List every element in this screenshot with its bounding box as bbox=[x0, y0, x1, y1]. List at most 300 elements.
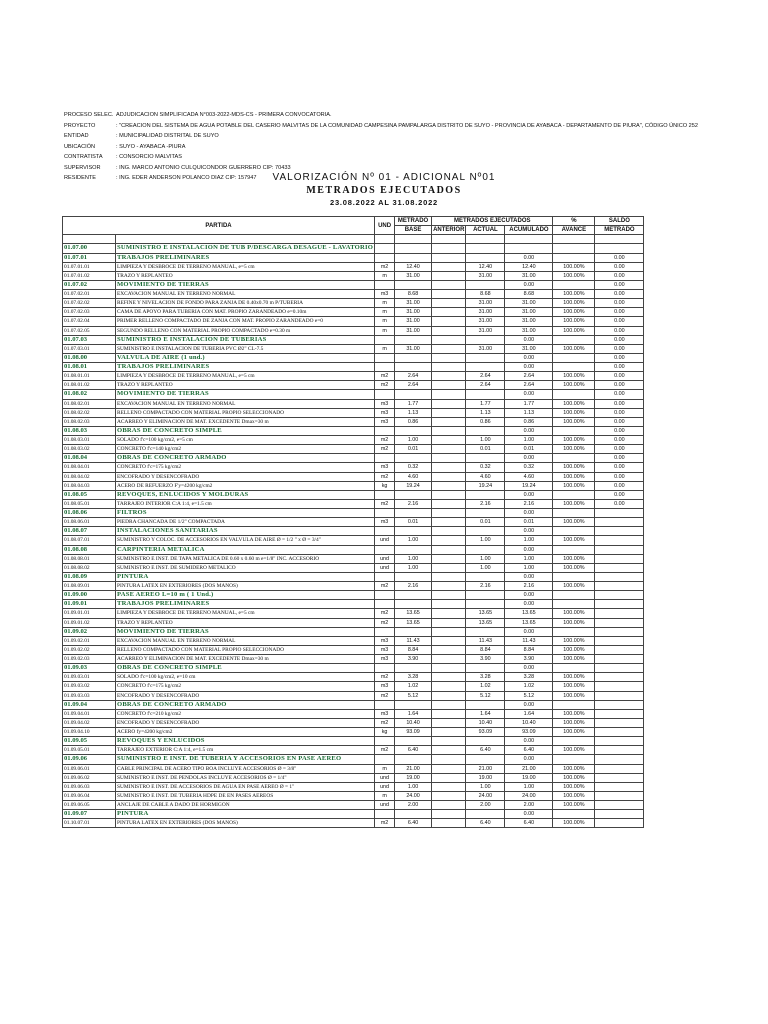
row-description: TARRAJEO INTERIOR C:A 1:4, e=1.5 cm bbox=[116, 499, 375, 508]
row-acumulado: 1.02 bbox=[505, 682, 553, 691]
row-avance bbox=[553, 490, 595, 499]
row-description: CONCRETO f'c=175 kg/cm2 bbox=[116, 463, 375, 472]
row-metrado-base: 2.64 bbox=[395, 372, 432, 381]
row-avance: 100.00% bbox=[553, 636, 595, 645]
table-row bbox=[63, 782, 644, 791]
row-acumulado bbox=[505, 235, 553, 244]
row-avance: 100.00% bbox=[553, 791, 595, 800]
row-code: 01.07.01.02 bbox=[63, 271, 116, 280]
row-metrado-base bbox=[395, 490, 432, 499]
row-actual: 13.65 bbox=[466, 618, 505, 627]
row-acumulado: 8.68 bbox=[505, 290, 553, 299]
row-unit bbox=[375, 700, 395, 709]
row-actual bbox=[466, 235, 505, 244]
row-saldo bbox=[595, 554, 644, 563]
row-actual: 31.00 bbox=[466, 299, 505, 308]
row-code: 01.09.00 bbox=[63, 591, 116, 600]
table-row bbox=[63, 563, 644, 572]
row-saldo bbox=[595, 682, 644, 691]
row-code: 01.08.09 bbox=[63, 572, 116, 581]
section-row bbox=[63, 490, 644, 499]
row-actual: 5.12 bbox=[466, 691, 505, 700]
row-actual: 19.00 bbox=[466, 773, 505, 782]
table-row bbox=[63, 819, 644, 828]
row-unit: und bbox=[375, 773, 395, 782]
row-unit bbox=[375, 253, 395, 262]
table-row bbox=[63, 791, 644, 800]
row-avance: 100.00% bbox=[553, 709, 595, 718]
row-saldo: 0.00 bbox=[595, 363, 644, 372]
row-metrado-base bbox=[395, 810, 432, 819]
row-avance: 100.00% bbox=[553, 582, 595, 591]
row-acumulado: 31.00 bbox=[505, 271, 553, 280]
table-header bbox=[63, 217, 644, 235]
row-saldo: 0.00 bbox=[595, 399, 644, 408]
row-description: REVOQUES, ENLUCIDOS Y MOLDURAS bbox=[116, 490, 375, 499]
row-metrado-base bbox=[395, 353, 432, 362]
row-saldo bbox=[595, 709, 644, 718]
row-description: MOVIMIENTO DE TIERRAS bbox=[116, 390, 375, 399]
row-saldo bbox=[595, 782, 644, 791]
section-row bbox=[63, 737, 644, 746]
row-unit bbox=[375, 627, 395, 636]
row-saldo: 0.00 bbox=[595, 390, 644, 399]
row-saldo bbox=[595, 627, 644, 636]
row-saldo: 0.00 bbox=[595, 308, 644, 317]
row-saldo: 0.00 bbox=[595, 299, 644, 308]
row-anterior bbox=[432, 600, 466, 609]
row-description: PASE AEREO L=10 m ( 1 Und.) bbox=[116, 591, 375, 600]
row-avance bbox=[553, 527, 595, 536]
row-unit: und bbox=[375, 536, 395, 545]
row-anterior bbox=[432, 728, 466, 737]
row-metrado-base bbox=[395, 235, 432, 244]
row-metrado-base: 2.16 bbox=[395, 582, 432, 591]
section-row bbox=[63, 810, 644, 819]
row-code: 01.07.01.01 bbox=[63, 262, 116, 271]
row-saldo: 0.00 bbox=[595, 335, 644, 344]
row-description: INSTALACIONES SANITARIAS bbox=[116, 527, 375, 536]
col-partida: PARTIDA bbox=[63, 217, 375, 235]
row-unit bbox=[375, 664, 395, 673]
row-description: TARRAJEO EXTERIOR C:A 1:4, e=1.5 cm bbox=[116, 746, 375, 755]
row-metrado-base: 21.00 bbox=[395, 764, 432, 773]
row-saldo: 0.00 bbox=[595, 408, 644, 417]
row-anterior bbox=[432, 363, 466, 372]
table-row bbox=[63, 472, 644, 481]
row-description: ACARREO Y ELIMINACION DE MAT. EXCEDENTE Dmax=30 m bbox=[116, 655, 375, 664]
row-description: SOLADO f'c=100 kg/cm2, e=5 cm bbox=[116, 436, 375, 445]
row-actual: 0.01 bbox=[466, 518, 505, 527]
row-code: 01.09.02.02 bbox=[63, 645, 116, 654]
row-saldo bbox=[595, 691, 644, 700]
row-avance: 100.00% bbox=[553, 518, 595, 527]
row-code: 01.08.08.01 bbox=[63, 554, 116, 563]
row-anterior bbox=[432, 746, 466, 755]
row-anterior bbox=[432, 545, 466, 554]
row-acumulado: 1.77 bbox=[505, 399, 553, 408]
row-description: TRABAJOS PRELIMINARES bbox=[116, 363, 375, 372]
row-metrado-base bbox=[395, 755, 432, 764]
row-acumulado: 0.00 bbox=[505, 363, 553, 372]
row-actual: 4.60 bbox=[466, 472, 505, 481]
row-unit: m bbox=[375, 344, 395, 353]
row-code: 01.08.03 bbox=[63, 426, 116, 435]
row-anterior bbox=[432, 326, 466, 335]
col-anterior: ANTERIOR bbox=[433, 227, 465, 234]
row-description: CONCRETO f'c=175 kg/cm2 bbox=[116, 682, 375, 691]
header-value: : SUYO - AYABACA -PIURA bbox=[116, 143, 186, 150]
row-anterior bbox=[432, 655, 466, 664]
metrados-table bbox=[62, 216, 644, 828]
section-row bbox=[63, 363, 644, 372]
row-unit: m bbox=[375, 299, 395, 308]
row-acumulado: 10.40 bbox=[505, 718, 553, 727]
row-code: 01.09.01 bbox=[63, 600, 116, 609]
row-code: 01.08.01.01 bbox=[63, 372, 116, 381]
row-unit: m3 bbox=[375, 417, 395, 426]
row-metrado-base bbox=[395, 545, 432, 554]
row-unit bbox=[375, 572, 395, 581]
row-description bbox=[116, 235, 375, 244]
row-actual: 2.16 bbox=[466, 582, 505, 591]
row-code: 01.08.00 bbox=[63, 353, 116, 362]
row-anterior bbox=[432, 801, 466, 810]
row-saldo bbox=[595, 545, 644, 554]
row-description: PINTURA bbox=[116, 572, 375, 581]
row-acumulado: 21.00 bbox=[505, 764, 553, 773]
table-row bbox=[63, 691, 644, 700]
row-saldo bbox=[595, 764, 644, 773]
row-unit bbox=[375, 509, 395, 518]
row-code: 01.08.09.01 bbox=[63, 582, 116, 591]
row-unit: m2 bbox=[375, 372, 395, 381]
row-avance: 100.00% bbox=[553, 399, 595, 408]
row-description: CABLE PRINCIPAL DE ACERO TIPO BOA INCLUYE ACCESORIOS Ø = 3/8" bbox=[116, 764, 375, 773]
section-row bbox=[63, 664, 644, 673]
row-saldo: 0.00 bbox=[595, 317, 644, 326]
row-acumulado: 31.00 bbox=[505, 344, 553, 353]
row-avance bbox=[553, 509, 595, 518]
row-saldo: 0.00 bbox=[595, 262, 644, 271]
row-saldo bbox=[595, 536, 644, 545]
row-saldo: 0.00 bbox=[595, 280, 644, 289]
row-description: SUMINISTRO E INST. DE PENDOLAS INCLUYE ACCESORIOS Ø = 1/4" bbox=[116, 773, 375, 782]
row-unit bbox=[375, 244, 395, 253]
table-row bbox=[63, 445, 644, 454]
row-unit: m2 bbox=[375, 381, 395, 390]
row-avance: 100.00% bbox=[553, 773, 595, 782]
header-line bbox=[64, 142, 698, 153]
row-actual bbox=[466, 244, 505, 253]
row-metrado-base: 2.16 bbox=[395, 499, 432, 508]
header-value: : ING. EDER ANDERSON POLANCO DIAZ CIP: 157947 bbox=[116, 175, 257, 181]
row-acumulado: 0.00 bbox=[505, 600, 553, 609]
row-code: 01.09.04.01 bbox=[63, 709, 116, 718]
row-avance bbox=[553, 454, 595, 463]
row-unit bbox=[375, 591, 395, 600]
row-avance: 100.00% bbox=[553, 645, 595, 654]
row-unit: m bbox=[375, 308, 395, 317]
table-row bbox=[63, 673, 644, 682]
row-metrado-base: 31.00 bbox=[395, 326, 432, 335]
row-actual: 1.00 bbox=[466, 554, 505, 563]
row-code: 01.08.04 bbox=[63, 454, 116, 463]
row-code: 01.09.06.02 bbox=[63, 773, 116, 782]
row-metrado-base: 1.00 bbox=[395, 536, 432, 545]
row-code: 01.07.01 bbox=[63, 253, 116, 262]
row-description: LIMPIEZA Y DESBROCE DE TERRENO MANUAL, e=5 cm bbox=[116, 609, 375, 618]
row-anterior bbox=[432, 253, 466, 262]
row-actual: 1.77 bbox=[466, 399, 505, 408]
row-avance bbox=[553, 600, 595, 609]
row-actual bbox=[466, 509, 505, 518]
row-saldo bbox=[595, 235, 644, 244]
section-row bbox=[63, 253, 644, 262]
row-metrado-base bbox=[395, 700, 432, 709]
row-actual: 2.16 bbox=[466, 499, 505, 508]
table-row bbox=[63, 518, 644, 527]
row-acumulado: 0.00 bbox=[505, 810, 553, 819]
col-saldo: SALDO bbox=[595, 217, 644, 226]
row-anterior bbox=[432, 353, 466, 362]
row-description: OBRAS DE CONCRETO SIMPLE bbox=[116, 664, 375, 673]
row-anterior bbox=[432, 673, 466, 682]
row-actual: 0.32 bbox=[466, 463, 505, 472]
row-unit bbox=[375, 363, 395, 372]
row-acumulado: 0.00 bbox=[505, 335, 553, 344]
row-description: ACARREO Y ELIMINACION DE MAT. EXCEDENTE Dmax=30 m bbox=[116, 417, 375, 426]
row-description: TRAZO Y REPLANTEO bbox=[116, 618, 375, 627]
header-key: SUPERVISOR bbox=[64, 164, 101, 171]
row-anterior bbox=[432, 299, 466, 308]
row-saldo bbox=[595, 737, 644, 746]
row-avance: 100.00% bbox=[553, 436, 595, 445]
table-row bbox=[63, 655, 644, 664]
row-unit bbox=[375, 755, 395, 764]
row-anterior bbox=[432, 554, 466, 563]
row-metrado-base bbox=[395, 509, 432, 518]
row-avance: 100.00% bbox=[553, 673, 595, 682]
row-metrado-base: 2.00 bbox=[395, 801, 432, 810]
header-line bbox=[64, 131, 698, 142]
row-metrado-base bbox=[395, 426, 432, 435]
row-saldo: 0.00 bbox=[595, 436, 644, 445]
row-saldo bbox=[595, 755, 644, 764]
table-row bbox=[63, 271, 644, 280]
row-avance bbox=[553, 244, 595, 253]
row-avance: 100.00% bbox=[553, 299, 595, 308]
row-actual bbox=[466, 353, 505, 362]
row-acumulado: 93.09 bbox=[505, 728, 553, 737]
table-row bbox=[63, 408, 644, 417]
row-unit: m2 bbox=[375, 436, 395, 445]
row-saldo bbox=[595, 655, 644, 664]
row-saldo bbox=[595, 819, 644, 828]
row-anterior bbox=[432, 381, 466, 390]
row-unit: m bbox=[375, 764, 395, 773]
row-code: 01.08.02 bbox=[63, 390, 116, 399]
row-description: ACERO DE REFUERZO F'y=4200 kg/cm2 bbox=[116, 481, 375, 490]
row-metrado-base: 10.40 bbox=[395, 718, 432, 727]
row-anterior bbox=[432, 417, 466, 426]
row-avance: 100.00% bbox=[553, 381, 595, 390]
row-saldo bbox=[595, 801, 644, 810]
row-saldo: 0.00 bbox=[595, 454, 644, 463]
row-description: LIMPIEZA Y DESBROCE DE TERRENO MANUAL, e=5 cm bbox=[116, 372, 375, 381]
header-line bbox=[64, 152, 698, 163]
row-metrado-base: 8.68 bbox=[395, 290, 432, 299]
row-acumulado: 0.86 bbox=[505, 417, 553, 426]
row-anterior bbox=[432, 810, 466, 819]
row-unit: und bbox=[375, 801, 395, 810]
table-row bbox=[63, 746, 644, 755]
section-row bbox=[63, 335, 644, 344]
row-actual: 2.64 bbox=[466, 381, 505, 390]
row-acumulado: 0.00 bbox=[505, 490, 553, 499]
row-description: LIMPIEZA Y DESBROCE DE TERRENO MANUAL, e=5 cm bbox=[116, 262, 375, 271]
section-row bbox=[63, 700, 644, 709]
row-description: MOVIMIENTO DE TIERRAS bbox=[116, 627, 375, 636]
table-row bbox=[63, 381, 644, 390]
row-avance bbox=[553, 664, 595, 673]
row-actual bbox=[466, 572, 505, 581]
table-row bbox=[63, 645, 644, 654]
row-actual: 6.40 bbox=[466, 819, 505, 828]
row-saldo: 0.00 bbox=[595, 353, 644, 362]
row-acumulado: 1.00 bbox=[505, 554, 553, 563]
row-unit: m2 bbox=[375, 618, 395, 627]
row-description: OBRAS DE CONCRETO SIMPLE bbox=[116, 426, 375, 435]
table-row bbox=[63, 481, 644, 490]
section-row bbox=[63, 755, 644, 764]
row-description: CONCRETO f'c=140 kg/cm2 bbox=[116, 445, 375, 454]
row-anterior bbox=[432, 426, 466, 435]
row-code: 01.08.06 bbox=[63, 509, 116, 518]
row-unit bbox=[375, 737, 395, 746]
row-anterior bbox=[432, 308, 466, 317]
row-anterior bbox=[432, 235, 466, 244]
header-value: : MUNICIPALIDAD DISTRITAL DE SUYO bbox=[116, 133, 219, 139]
row-anterior bbox=[432, 618, 466, 627]
row-unit bbox=[375, 490, 395, 499]
row-code: 01.08.05 bbox=[63, 490, 116, 499]
document-period: 23.08.2022 AL 31.08.2022 bbox=[329, 198, 439, 207]
row-acumulado: 8.84 bbox=[505, 645, 553, 654]
row-anterior bbox=[432, 317, 466, 326]
row-code: 01.09.02.01 bbox=[63, 636, 116, 645]
row-saldo: 0.00 bbox=[595, 445, 644, 454]
row-code: 01.08.04.03 bbox=[63, 481, 116, 490]
row-code: 01.09.01.01 bbox=[63, 609, 116, 618]
row-actual: 0.86 bbox=[466, 417, 505, 426]
row-description: PIEDRA CHANCADA DE 1/2" COMPACTADA bbox=[116, 518, 375, 527]
row-saldo: 0.00 bbox=[595, 290, 644, 299]
row-saldo bbox=[595, 509, 644, 518]
row-unit: m3 bbox=[375, 399, 395, 408]
row-code: 01.07.02 bbox=[63, 280, 116, 289]
row-anterior bbox=[432, 773, 466, 782]
row-metrado-base bbox=[395, 600, 432, 609]
row-acumulado: 2.16 bbox=[505, 582, 553, 591]
table-row bbox=[63, 372, 644, 381]
table-row bbox=[63, 417, 644, 426]
header-value: ADJUDICACION SIMPLIFICADA N°003-2022-MDS-CS - PRIMERA CONVOCATORIA. bbox=[116, 112, 332, 118]
row-acumulado: 3.28 bbox=[505, 673, 553, 682]
row-unit bbox=[375, 335, 395, 344]
row-actual bbox=[466, 810, 505, 819]
row-anterior bbox=[432, 764, 466, 773]
col-saldo-metrado: METRADO bbox=[595, 226, 644, 235]
row-metrado-base bbox=[395, 572, 432, 581]
row-acumulado: 0.00 bbox=[505, 755, 553, 764]
row-saldo bbox=[595, 527, 644, 536]
row-actual: 8.84 bbox=[466, 645, 505, 654]
section-row bbox=[63, 600, 644, 609]
row-description: RELLENO COMPACTADO CON MATERIAL PROPIO SELECCIONADO bbox=[116, 408, 375, 417]
row-actual: 31.00 bbox=[466, 308, 505, 317]
row-code: 01.09.02.03 bbox=[63, 655, 116, 664]
row-actual bbox=[466, 627, 505, 636]
row-acumulado: 0.00 bbox=[505, 390, 553, 399]
row-acumulado: 0.00 bbox=[505, 591, 553, 600]
row-saldo bbox=[595, 618, 644, 627]
row-avance: 100.00% bbox=[553, 271, 595, 280]
row-avance: 100.00% bbox=[553, 691, 595, 700]
row-acumulado: 0.00 bbox=[505, 253, 553, 262]
table-row bbox=[63, 728, 644, 737]
row-avance: 100.00% bbox=[553, 445, 595, 454]
table-row bbox=[63, 718, 644, 727]
row-metrado-base: 6.40 bbox=[395, 819, 432, 828]
table-row bbox=[63, 262, 644, 271]
row-saldo bbox=[595, 600, 644, 609]
row-metrado-base: 13.65 bbox=[395, 618, 432, 627]
table-row bbox=[63, 636, 644, 645]
row-metrado-base: 31.00 bbox=[395, 344, 432, 353]
row-acumulado: 2.16 bbox=[505, 499, 553, 508]
row-unit bbox=[375, 390, 395, 399]
row-anterior bbox=[432, 636, 466, 645]
row-unit: m2 bbox=[375, 819, 395, 828]
row-unit: m3 bbox=[375, 463, 395, 472]
row-metrado-base: 5.12 bbox=[395, 691, 432, 700]
row-metrado-base: 19.24 bbox=[395, 481, 432, 490]
row-avance bbox=[553, 627, 595, 636]
row-code: 01.08.07 bbox=[63, 527, 116, 536]
row-anterior bbox=[432, 445, 466, 454]
row-saldo: 0.00 bbox=[595, 326, 644, 335]
row-acumulado: 31.00 bbox=[505, 308, 553, 317]
row-description: ENCOFRADO Y DESENCOFRADO bbox=[116, 691, 375, 700]
row-unit bbox=[375, 280, 395, 289]
row-actual bbox=[466, 591, 505, 600]
header-value: : CONSORCIO MALVITAS bbox=[116, 154, 182, 160]
row-saldo bbox=[595, 572, 644, 581]
row-saldo bbox=[595, 609, 644, 618]
row-description: EXCAVACION MANUAL EN TERRENO NORMAL bbox=[116, 399, 375, 408]
header-value: : ING. MARCO ANTONIO CULQUICONDOR GUERRERO CIP: 70433 bbox=[116, 164, 291, 171]
row-saldo bbox=[595, 664, 644, 673]
row-unit: m2 bbox=[375, 582, 395, 591]
row-saldo: 0.00 bbox=[595, 463, 644, 472]
col-metrado: METRADO bbox=[395, 217, 432, 226]
row-description: SUMINISTRO Y COLOC. DE ACCESORIOS EN VALVULA DE AIRE Ø = 1/2 " x Ø = 3/4" bbox=[116, 536, 375, 545]
row-code: 01.09.01.02 bbox=[63, 618, 116, 627]
row-unit: m2 bbox=[375, 718, 395, 727]
row-unit: m3 bbox=[375, 636, 395, 645]
row-anterior bbox=[432, 490, 466, 499]
